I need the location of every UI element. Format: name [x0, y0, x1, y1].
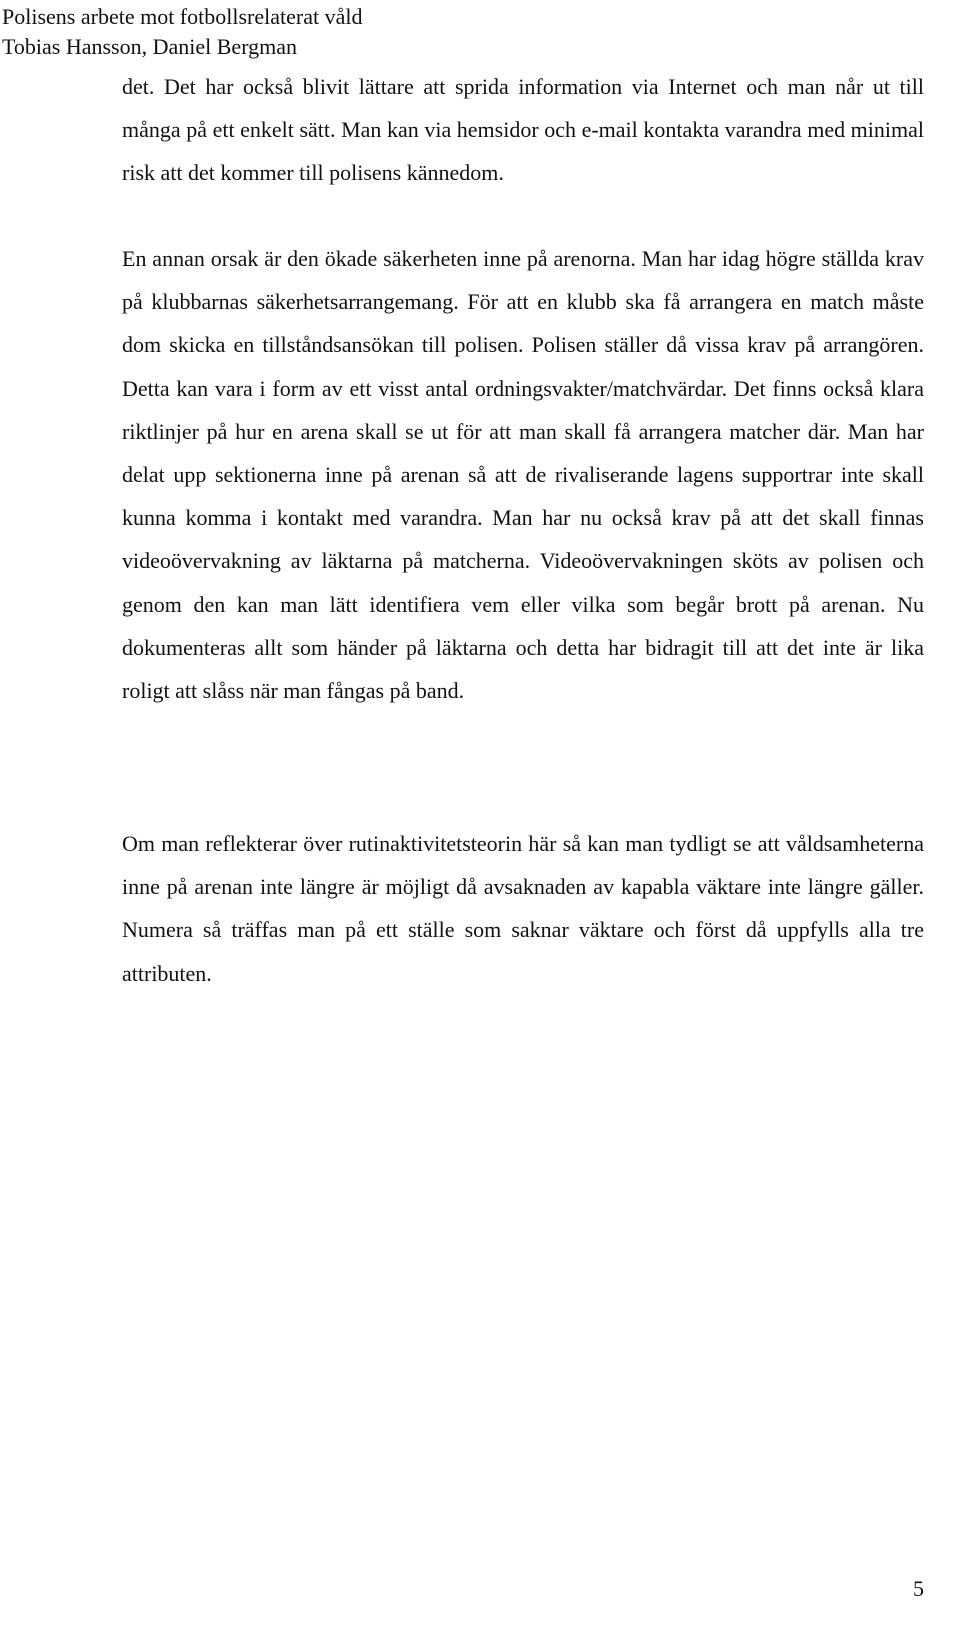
page-number: 5 [913, 1576, 924, 1601]
document-title: Polisens arbete mot fotbollsrelaterat våld [2, 4, 363, 29]
paragraph: Om man reflekterar över rutinaktivitetsteorin här så kan man tydligt se att våldsamheterna inne på arenan inte längre är möjligt då avsaknaden av kapabla väktare inte längre gäller. Numera så träffas man på ett ställe som saknar väktare och först då uppfylls alla tre attributen. [122, 831, 924, 986]
paragraph: En annan orsak är den ökade säkerheten inne på arenorna. Man har idag högre ställda krav på klubbarnas säkerhetsarrangemang. För att en klubb ska få arrangera en match måste dom skicka en tillståndsansökan till polisen. Polisen ställer då vissa krav på arrangören. Detta kan vara i form av ett visst antal ordningsvakter/matchvärdar. Det finns också klara riktlinjer på hur en arena skall se ut för att man skall få arrangera matcher där. Man har delat upp sektionerna inne på arenan så att de rivaliserande lagens supportrar inte skall kunna komma i kontakt med varandra. Man har nu också krav på att det skall finnas videoövervakning av läktarna på matcherna. Videoövervakningen sköts av polisen och genom den kan man lätt identifiera vem eller vilka som begår brott på arenan. Nu dokumenteras allt som händer på läktarna och detta har bidragit till att det inte är lika roligt att slåss när man fångas på band. [122, 246, 924, 704]
paragraph: det. Det har också blivit lättare att sprida information via Internet och man når ut till många på ett enkelt sätt. Man kan via hemsidor och e-mail kontakta varandra med minimal risk att det kommer till polisens kännedom. [122, 74, 924, 186]
page-header [0, 0, 362, 62]
document-authors: Tobias Hansson, Daniel Bergman [2, 34, 298, 59]
